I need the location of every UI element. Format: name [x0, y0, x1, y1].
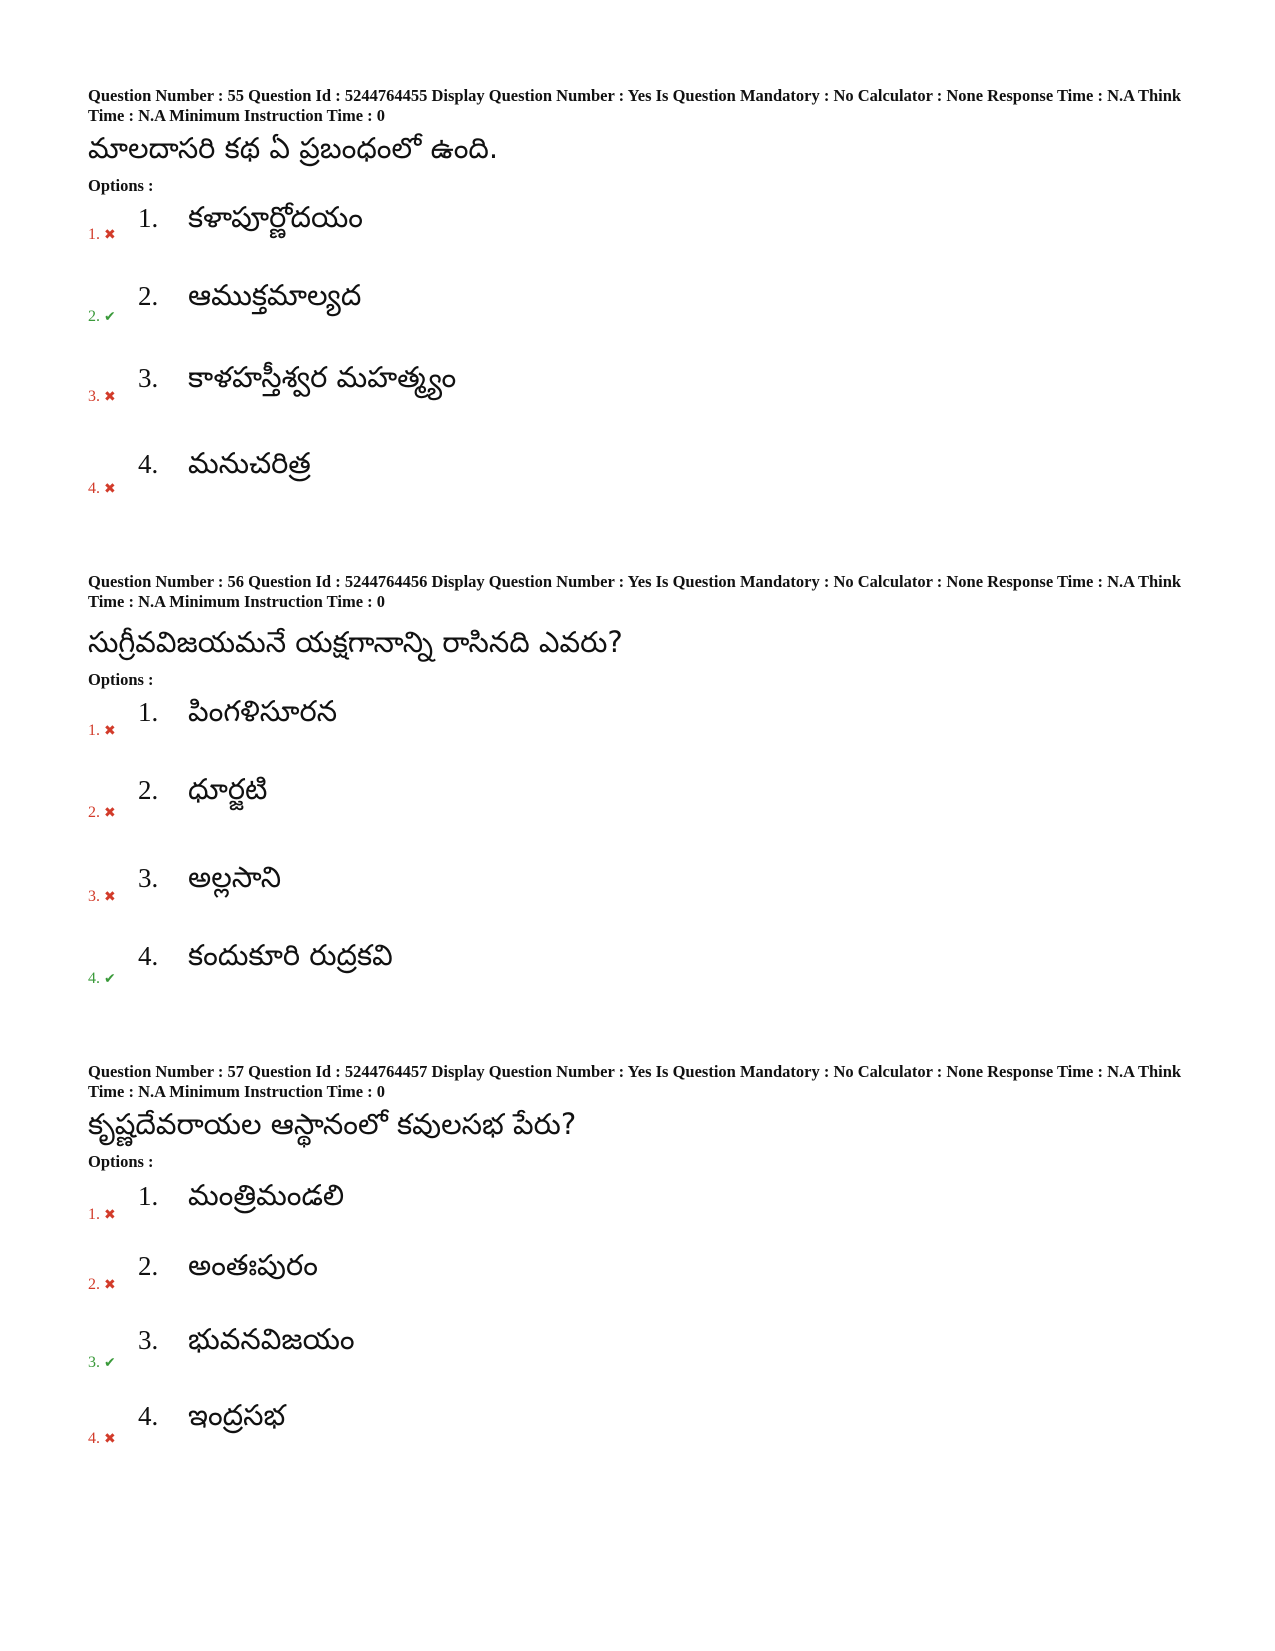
option-body [138, 938, 393, 980]
cross-icon: ✖ [104, 723, 116, 739]
option-3 [88, 360, 1198, 444]
question-55 [88, 86, 1198, 504]
option-4 [88, 1396, 1198, 1456]
cross-icon: ✖ [104, 1207, 116, 1223]
cross-icon: ✖ [104, 889, 116, 905]
option-number: 4. [138, 941, 159, 971]
question-meta: Question Number : 56 Question Id : 5244764456 Display Question Number : Yes Is Question Mandatory : No Calculator : None Response Time : N.A Think Time : N.A Minimum Instruction Time : 0 [88, 572, 1182, 611]
question-meta: Question Number : 57 Question Id : 5244764457 Display Question Number : Yes Is Question Mandatory : No Calculator : None Response Time : N.A Think Time : N.A Minimum Instruction Time : 0 [88, 1062, 1182, 1101]
option-body [138, 278, 361, 320]
option-1 [88, 690, 1198, 770]
option-marker: 1. ✖ [88, 1206, 116, 1223]
option-text: మనుచరిత్ర [188, 446, 311, 480]
option-marker: 3. ✔ [88, 1354, 116, 1371]
question-56 [88, 572, 1198, 996]
question-text: కృష్ణదేవరాయల ఆస్థానంలో కవులసభ పేరు? [88, 1107, 577, 1141]
option-number: 4. [138, 449, 159, 479]
cross-icon: ✖ [104, 389, 116, 405]
option-1 [88, 1172, 1198, 1244]
cross-icon: ✖ [104, 481, 116, 497]
option-text: ఆముక్తమాల్యద [188, 278, 362, 312]
cross-icon: ✖ [104, 1431, 116, 1447]
check-icon: ✔ [104, 971, 116, 987]
option-2 [88, 1244, 1198, 1318]
option-number: 1. [138, 697, 159, 727]
option-body [138, 694, 337, 736]
option-marker: 2. ✖ [88, 1276, 116, 1293]
option-marker: 1. ✖ [88, 722, 116, 739]
option-marker: 2. ✖ [88, 804, 116, 821]
option-number: 2. [138, 1251, 159, 1281]
option-number: 2. [138, 281, 159, 311]
option-text: పింగళిసూరన [188, 694, 338, 728]
option-number: 3. [138, 863, 159, 893]
option-text: మంత్రిమండలి [188, 1178, 345, 1212]
option-marker: 4. ✔ [88, 970, 116, 987]
option-body [138, 1322, 355, 1364]
option-2 [88, 276, 1198, 360]
option-3 [88, 856, 1198, 936]
option-body [138, 1178, 344, 1220]
option-marker: 2. ✔ [88, 308, 116, 325]
question-57 [88, 1062, 1198, 1456]
options-label: Options : [88, 1152, 154, 1171]
cross-icon: ✖ [104, 227, 116, 243]
question-meta: Question Number : 55 Question Id : 5244764455 Display Question Number : Yes Is Question Mandatory : No Calculator : None Response Time : N.A Think Time : N.A Minimum Instruction Time : 0 [88, 86, 1182, 125]
option-body [138, 860, 281, 902]
option-4 [88, 936, 1198, 996]
option-2 [88, 770, 1198, 856]
check-icon: ✔ [104, 1355, 116, 1371]
option-marker: 4. ✖ [88, 480, 116, 497]
option-text: అంతఃపురం [188, 1248, 318, 1282]
option-body [138, 446, 311, 488]
option-number: 3. [138, 1325, 159, 1355]
option-marker: 1. ✖ [88, 226, 116, 243]
option-text: ఇంద్రసభ [188, 1398, 286, 1432]
options-label: Options : [88, 670, 154, 689]
question-text: మాలదాసరి కథ ఏ ప్రబంధంలో ఉంది. [88, 131, 499, 165]
option-body [138, 200, 363, 242]
options-label: Options : [88, 176, 154, 195]
option-text: కాళహస్తీశ్వర మహత్మ్యం [188, 360, 457, 394]
option-number: 3. [138, 363, 159, 393]
question-text: సుగ్రీవవిజయమనే యక్షగానాన్ని రాసినది ఎవరు? [88, 625, 623, 659]
option-text: కళాపూర్ణోదయం [188, 200, 364, 234]
option-text: కందుకూరి రుద్రకవి [188, 938, 393, 972]
option-text: అల్లసాని [188, 860, 282, 894]
option-number: 1. [138, 203, 159, 233]
check-icon: ✔ [104, 309, 116, 325]
option-4 [88, 444, 1198, 504]
option-marker: 3. ✖ [88, 388, 116, 405]
option-number: 2. [138, 775, 159, 805]
option-number: 1. [138, 1181, 159, 1211]
option-marker: 4. ✖ [88, 1430, 116, 1447]
option-3 [88, 1318, 1198, 1396]
option-text: ధూర్జటి [188, 772, 268, 806]
option-body [138, 1398, 285, 1440]
cross-icon: ✖ [104, 805, 116, 821]
option-text: భువనవిజయం [188, 1322, 355, 1356]
option-body [138, 360, 456, 402]
option-body [138, 772, 267, 814]
option-number: 4. [138, 1401, 159, 1431]
option-1 [88, 196, 1198, 276]
cross-icon: ✖ [104, 1277, 116, 1293]
option-marker: 3. ✖ [88, 888, 116, 905]
option-body [138, 1248, 318, 1290]
